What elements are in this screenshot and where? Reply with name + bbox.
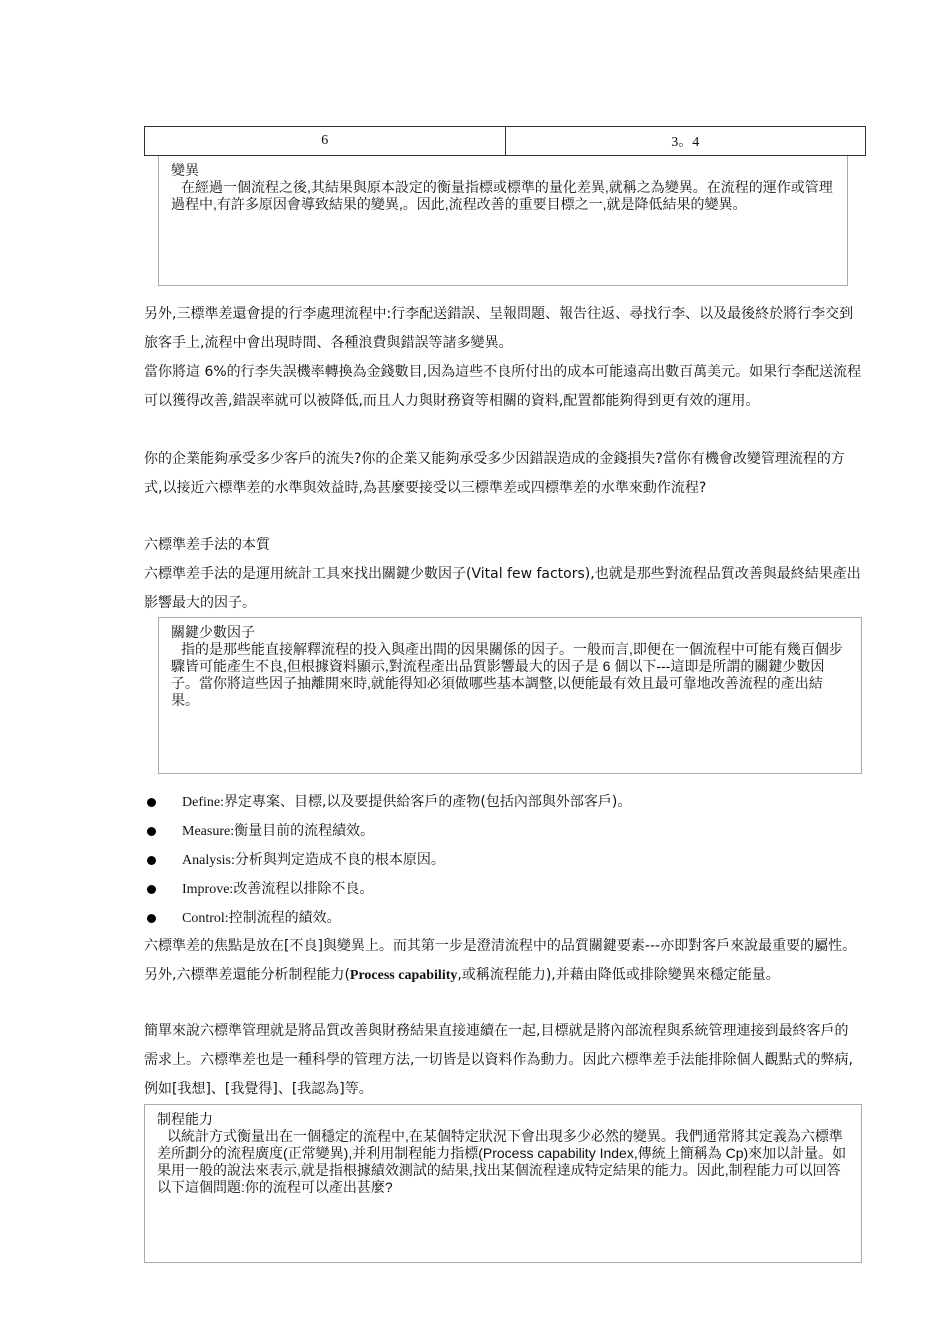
list-item: Define:界定專案、目標,以及要提供給客戶的產物(包括內部與外部客戶)。: [144, 788, 862, 817]
paragraph: 簡單來說六標準管理就是將品質改善與財務結果直接連續在一起,目標就是將內部流程與系統管理連接到最終客戶的需求上。六標準差也是一種科學的管理方法,一切皆是以資料作為動力。因此六標準差手法能排除個人觀點式的弊病,例如[我想]、[我覺得]、[我認為]等。: [144, 1023, 853, 1097]
section-heading: 六標準差手法的本質: [144, 537, 270, 553]
paragraph: 另外,三標準差還會提的行李處理流程中:行李配送錯誤、呈報問題、報告往返、尋找行李、以及最後終於將行李交到旅客手上,流程中會出現時間、各種浪費與錯誤等諸多變異。: [144, 306, 854, 351]
list-item: Control:控制流程的績效。: [144, 904, 862, 933]
note-title: 變異: [171, 162, 199, 178]
note-body: 在經過一個流程之後,其結果與原本設定的衡量指標或標準的量化差異,就稱之為變異。在流程的運作或管理過程中,有許多原因會導致結果的變異,。因此,流程改善的重要目標之一,就是降低結果的變異。: [171, 179, 833, 212]
paragraph: 六標準差手法的是運用統計工具來找出關鍵少數因子(Vital few factors),也就是那些對流程品質改善與最終結果產出影響最大的因子。: [144, 566, 861, 611]
bullet-icon: [147, 827, 156, 836]
table-cell-left: 6: [321, 133, 329, 148]
process-capability-note-box: [144, 1104, 862, 1263]
note-body: 指的是那些能直接解釋流程的投入與產出間的因果關係的因子。一般而言,即便在一個流程中可能有幾百個步驟皆可能產生不良,但根據資料顯示,對流程產出品質影響最大的因子是 6 個以下---這即是所謂的關鍵少數因子。當你將這些因子抽離開來時,就能得知必須做哪些基本調整,以便能最有效且最可靠地改善流程的產出結果。: [171, 641, 843, 708]
top-table-row: [144, 126, 866, 156]
variation-note-box: [158, 156, 848, 286]
note-title: 關鍵少數因子: [171, 624, 255, 640]
paragraph: 六標準差的焦點是放在[不良]與變異上。而其第一步是澄清流程中的品質關鍵要素---亦即對客戶來說最重要的屬性。另外,六標準差還能分析制程能力(Process capability,或稱流程能力),并藉由降低或排除變異來穩定能量。: [144, 938, 857, 983]
list-item: Measure:衡量目前的流程績效。: [144, 817, 862, 846]
list-item: Improve:改善流程以排除不良。: [144, 875, 862, 904]
bullet-icon: [147, 798, 156, 807]
note-body: 以統計方式衡量出在一個穩定的流程中,在某個特定狀況下會出現多少必然的變異。我們通常將其定義為六標準差所劃分的流程廣度(正常變異),并利用制程能力指標(Process capability Index,傳統上簡稱為 Cp)來加以計量。如果用一般的說法來表示,就是指根據績效測試的結果,找出某個流程達成特定結果的能力。因此,制程能力可以回答以下這個問題:你的流程可以產出甚麼?: [157, 1128, 847, 1195]
vital-few-note-box: [158, 617, 862, 774]
table-cell-right: 3。4: [505, 127, 866, 155]
note-title: 制程能力: [157, 1111, 213, 1127]
paragraph: 你的企業能夠承受多少客戶的流失?你的企業又能夠承受多少因錯誤造成的金錢損失?當你有機會改變管理流程的方式,以接近六標準差的水準與效益時,為甚麼要接受以三標準差或四標準差的水準來動作流程?: [144, 451, 845, 496]
dmaic-list: [144, 788, 862, 933]
bullet-icon: [147, 914, 156, 923]
paragraph: 當你將這 6%的行李失誤機率轉換為金錢數目,因為這些不良所付出的成本可能遠高出數百萬美元。如果行李配送流程可以獲得改善,錯誤率就可以被降低,而且人力與財務資等相關的資料,配置都能夠得到更有效的運用。: [144, 364, 862, 409]
bullet-icon: [147, 856, 156, 865]
bullet-icon: [147, 885, 156, 894]
list-item: Analysis:分析與判定造成不良的根本原因。: [144, 846, 862, 875]
